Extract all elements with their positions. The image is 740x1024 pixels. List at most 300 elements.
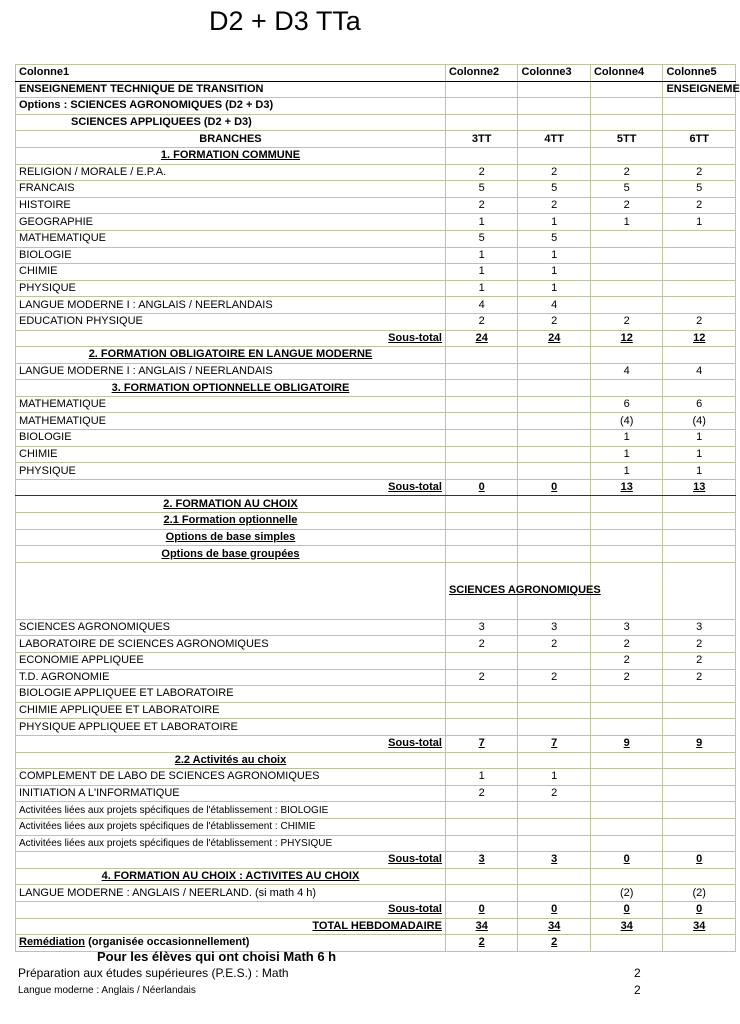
table-row (16, 114, 736, 131)
cell-value: 3 (518, 852, 591, 869)
cell-value: 2 (663, 197, 736, 214)
cell-value: 2 (663, 313, 736, 330)
row-label: COMPLEMENT DE LABO DE SCIENCES AGRONOMIQUES (16, 769, 446, 786)
cell-value (445, 446, 518, 463)
cell-value (445, 546, 518, 563)
cell-value: 4 (590, 363, 663, 380)
table-row (16, 852, 736, 869)
cell-value (518, 396, 591, 413)
cell-value (445, 529, 518, 546)
cell-value (663, 114, 736, 131)
cell-value (518, 380, 591, 397)
cell-value (445, 430, 518, 447)
row-label: FRANCAIS (16, 181, 446, 198)
cell-value (590, 752, 663, 769)
cell-value: 12 (663, 330, 736, 347)
cell-value (663, 147, 736, 164)
cell-value (663, 513, 736, 530)
table-row (16, 363, 736, 380)
column-header: Colonne2 (445, 65, 518, 82)
cell-value (518, 513, 591, 530)
table-row (16, 901, 736, 918)
cell-value (590, 769, 663, 786)
cell-value (663, 769, 736, 786)
cell-value (518, 868, 591, 885)
row-label: Activitées liées aux projets spécifiques de l'établissement : BIOLOGIE (16, 802, 446, 819)
table-row (16, 918, 736, 935)
cell-value (518, 98, 591, 115)
cell-value: 0 (518, 901, 591, 918)
footer-line-value: 2 (634, 983, 641, 997)
cell-value (445, 114, 518, 131)
cell-value (590, 147, 663, 164)
cell-value: 7 (518, 735, 591, 752)
cell-value: 13 (663, 479, 736, 496)
cell-value: 34 (590, 918, 663, 935)
cell-value (445, 802, 518, 819)
row-label: T.D. AGRONOMIE (16, 669, 446, 686)
cell-value (518, 802, 591, 819)
cell-value: 5 (445, 181, 518, 198)
cell-value (518, 885, 591, 902)
row-label: Sous-total (16, 330, 446, 347)
table-row (16, 735, 736, 752)
cell-value: 9 (590, 735, 663, 752)
cell-value: 2 (663, 164, 736, 181)
row-label: 4. FORMATION AU CHOIX : ACTIVITES AU CHOIX (16, 868, 446, 885)
cell-value (590, 98, 663, 115)
timetable-sheet (15, 64, 740, 952)
row-label: CHIMIE (16, 446, 446, 463)
cell-value: 5 (445, 230, 518, 247)
cell-value (663, 868, 736, 885)
cell-value (445, 818, 518, 835)
cell-value (590, 230, 663, 247)
cell-value: 2 (590, 653, 663, 670)
cell-value: 2 (590, 313, 663, 330)
cell-value (590, 802, 663, 819)
cell-value (518, 430, 591, 447)
cell-value: 1 (590, 214, 663, 231)
cell-value: 34 (445, 918, 518, 935)
table-row (16, 562, 736, 619)
cell-value (518, 413, 591, 430)
cell-value: 1 (590, 446, 663, 463)
cell-value: SCIENCES AGRONOMIQUES (445, 562, 518, 619)
cell-value: 1 (518, 280, 591, 297)
table-row (16, 230, 736, 247)
cell-value (663, 496, 736, 513)
row-label: SCIENCES APPLIQUEES (D2 + D3) (16, 114, 446, 131)
row-label: ECONOMIE APPLIQUEE (16, 653, 446, 670)
cell-value (663, 686, 736, 703)
table-row (16, 413, 736, 430)
cell-value (445, 513, 518, 530)
cell-value (518, 686, 591, 703)
table-row (16, 297, 736, 314)
cell-value (445, 719, 518, 736)
cell-value: 24 (445, 330, 518, 347)
cell-value (590, 247, 663, 264)
cell-value: 2 (445, 164, 518, 181)
cell-value: 6 (663, 396, 736, 413)
row-label: LANGUE MODERNE : ANGLAIS / NEERLAND. (si math 4 h) (16, 885, 446, 902)
cell-value (590, 529, 663, 546)
cell-value (518, 653, 591, 670)
cell-value (590, 719, 663, 736)
cell-value (663, 546, 736, 563)
cell-value: 4TT (518, 131, 591, 148)
remediation-label: Remédiation (19, 936, 86, 949)
cell-value: 2 (518, 164, 591, 181)
table-row (16, 785, 736, 802)
cell-value (518, 496, 591, 513)
cell-value: 1 (518, 264, 591, 281)
table-row (16, 98, 736, 115)
cell-value (445, 347, 518, 364)
cell-value (518, 347, 591, 364)
table-row (16, 619, 736, 636)
row-label: BIOLOGIE (16, 430, 446, 447)
cell-value: 1 (663, 430, 736, 447)
cell-value: 3 (445, 852, 518, 869)
table-row (16, 529, 736, 546)
row-label: CHIMIE (16, 264, 446, 281)
cell-value: 5 (590, 181, 663, 198)
cell-value: 1 (445, 769, 518, 786)
table-row (16, 131, 736, 148)
column-header: Colonne5 (663, 65, 736, 82)
cell-value: 2 (590, 636, 663, 653)
row-label: PHYSIQUE (16, 463, 446, 480)
cell-value: 24 (518, 330, 591, 347)
cell-value (518, 719, 591, 736)
cell-value (518, 546, 591, 563)
cell-value: 34 (663, 918, 736, 935)
table-row (16, 719, 736, 736)
cell-value (663, 935, 736, 952)
cell-value (518, 529, 591, 546)
cell-value (518, 463, 591, 480)
cell-value: 5 (518, 181, 591, 198)
cell-value: 2 (518, 785, 591, 802)
cell-value: (4) (663, 413, 736, 430)
table-row (16, 264, 736, 281)
row-label: Options de base groupées (16, 546, 446, 563)
row-label: CHIMIE APPLIQUEE ET LABORATOIRE (16, 702, 446, 719)
table-row (16, 81, 736, 98)
row-label: BIOLOGIE APPLIQUEE ET LABORATOIRE (16, 686, 446, 703)
cell-value: 0 (590, 901, 663, 918)
row-label: 2. FORMATION AU CHOIX (16, 496, 446, 513)
row-label: LANGUE MODERNE I : ANGLAIS / NEERLANDAIS (16, 363, 446, 380)
cell-value: 1 (445, 280, 518, 297)
cell-value: 13 (590, 479, 663, 496)
cell-value (663, 752, 736, 769)
cell-value: 9 (663, 735, 736, 752)
cell-value (445, 835, 518, 852)
cell-value (590, 546, 663, 563)
cell-value: 6TT (663, 131, 736, 148)
cell-value (590, 380, 663, 397)
table-row (16, 463, 736, 480)
cell-value (663, 380, 736, 397)
cell-value (445, 752, 518, 769)
cell-value: 1 (663, 214, 736, 231)
cell-value (590, 297, 663, 314)
row-label: 2.2 Activités au choix (16, 752, 446, 769)
row-label: Sous-total (16, 901, 446, 918)
cell-value (590, 81, 663, 98)
row-label: 2.1 Formation optionnelle (16, 513, 446, 530)
cell-value (445, 363, 518, 380)
cell-value (445, 81, 518, 98)
cell-value: 2 (445, 935, 518, 952)
row-label: Sous-total (16, 852, 446, 869)
cell-value: 12 (590, 330, 663, 347)
table-row (16, 164, 736, 181)
cell-value: 0 (445, 901, 518, 918)
table-row (16, 752, 736, 769)
cell-value: 2 (518, 669, 591, 686)
row-label: MATHEMATIQUE (16, 230, 446, 247)
footer-title: Pour les élèves qui ont choisi Math 6 h (97, 949, 337, 964)
cell-value: 1 (445, 247, 518, 264)
cell-value (518, 835, 591, 852)
cell-value (590, 347, 663, 364)
cell-value: 6 (590, 396, 663, 413)
column-header: Colonne3 (518, 65, 591, 82)
cell-value: 1 (590, 463, 663, 480)
table-row (16, 653, 736, 670)
table-row (16, 769, 736, 786)
table-row (16, 669, 736, 686)
cell-value (663, 785, 736, 802)
cell-value (590, 686, 663, 703)
table-row (16, 479, 736, 496)
row-label: TOTAL HEBDOMADAIRE (16, 918, 446, 935)
cell-value (590, 114, 663, 131)
cell-value: ENSEIGNEME (663, 81, 736, 98)
table-row (16, 197, 736, 214)
cell-value (590, 785, 663, 802)
cell-value (445, 653, 518, 670)
table-row (16, 380, 736, 397)
cell-value: 5 (518, 230, 591, 247)
cell-value: 0 (663, 901, 736, 918)
cell-value (590, 868, 663, 885)
cell-value (663, 802, 736, 819)
cell-value: 1 (663, 463, 736, 480)
cell-value (590, 264, 663, 281)
cell-value (518, 702, 591, 719)
cell-value (445, 463, 518, 480)
remediation-note: (organisée occasionnellement) (85, 936, 250, 949)
cell-value (445, 686, 518, 703)
cell-value (590, 562, 663, 619)
cell-value (663, 562, 736, 619)
cell-value (590, 818, 663, 835)
row-label: PHYSIQUE APPLIQUEE ET LABORATOIRE (16, 719, 446, 736)
table-row (16, 802, 736, 819)
cell-value (445, 147, 518, 164)
cell-value (663, 98, 736, 115)
cell-value (445, 396, 518, 413)
cell-value (445, 380, 518, 397)
cell-value: 1 (590, 430, 663, 447)
table-row (16, 686, 736, 703)
column-header: Colonne4 (590, 65, 663, 82)
cell-value (663, 529, 736, 546)
cell-value: 2 (663, 636, 736, 653)
cell-value (518, 363, 591, 380)
row-label: SCIENCES AGRONOMIQUES (16, 619, 446, 636)
cell-value: 2 (518, 313, 591, 330)
row-label (16, 562, 446, 619)
cell-value (445, 98, 518, 115)
row-label: Options : SCIENCES AGRONOMIQUES (D2 + D3) (16, 98, 446, 115)
cell-value (590, 280, 663, 297)
cell-value: 2 (663, 669, 736, 686)
cell-value: 3 (518, 619, 591, 636)
table-row (16, 546, 736, 563)
cell-value: 3 (663, 619, 736, 636)
table-row (16, 247, 736, 264)
row-label: Options de base simples (16, 529, 446, 546)
cell-value: 4 (518, 297, 591, 314)
row-label: LABORATOIRE DE SCIENCES AGRONOMIQUES (16, 636, 446, 653)
cell-value (663, 280, 736, 297)
table-row (16, 636, 736, 653)
cell-value (590, 935, 663, 952)
column-header: Colonne1 (16, 65, 446, 82)
cell-value (445, 885, 518, 902)
table-row (16, 885, 736, 902)
table-row (16, 868, 736, 885)
table-row (16, 835, 736, 852)
table-row (16, 313, 736, 330)
cell-value (445, 702, 518, 719)
cell-value: 2 (590, 164, 663, 181)
row-label: EDUCATION PHYSIQUE (16, 313, 446, 330)
cell-value (663, 719, 736, 736)
header-row (16, 65, 736, 82)
cell-value: 0 (445, 479, 518, 496)
cell-value: 2 (445, 197, 518, 214)
row-label: BIOLOGIE (16, 247, 446, 264)
footer-line-label: Préparation aux études supérieures (P.E.S.) : Math (18, 966, 289, 980)
cell-value (663, 818, 736, 835)
cell-value (518, 446, 591, 463)
row-label: 3. FORMATION OPTIONNELLE OBLIGATOIRE (16, 380, 446, 397)
cell-value: 1 (663, 446, 736, 463)
cell-value: 3 (590, 619, 663, 636)
row-label: RELIGION / MORALE / E.P.A. (16, 164, 446, 181)
cell-value (663, 247, 736, 264)
cell-value (663, 347, 736, 364)
row-label: PHYSIQUE (16, 280, 446, 297)
cell-value: 0 (590, 852, 663, 869)
table-row (16, 446, 736, 463)
cell-value: 7 (445, 735, 518, 752)
row-label: INITIATION A L'INFORMATIQUE (16, 785, 446, 802)
cell-value: 1 (518, 769, 591, 786)
table-row (16, 347, 736, 364)
row-label: Sous-total (16, 479, 446, 496)
cell-value (445, 868, 518, 885)
cell-value (518, 114, 591, 131)
table-row (16, 513, 736, 530)
cell-value: 2 (445, 785, 518, 802)
cell-value: 1 (518, 247, 591, 264)
cell-value (590, 835, 663, 852)
cell-value: (4) (590, 413, 663, 430)
cell-value: 2 (590, 669, 663, 686)
cell-value: 1 (445, 214, 518, 231)
cell-value (590, 702, 663, 719)
table-row (16, 396, 736, 413)
cell-value: 2 (663, 653, 736, 670)
cell-value (518, 147, 591, 164)
row-label: Sous-total (16, 735, 446, 752)
cell-value: 2 (518, 197, 591, 214)
row-label: MATHEMATIQUE (16, 396, 446, 413)
cell-value (518, 818, 591, 835)
table-row (16, 818, 736, 835)
cell-value: 4 (445, 297, 518, 314)
table-row (16, 496, 736, 513)
cell-value: (2) (663, 885, 736, 902)
cell-value (663, 297, 736, 314)
cell-value (663, 264, 736, 281)
cell-value: 5TT (590, 131, 663, 148)
footer-line-label: Langue moderne : Anglais / Néerlandais (18, 985, 196, 996)
cell-value: 4 (663, 363, 736, 380)
row-label: Activitées liées aux projets spécifiques de l'établissement : CHIMIE (16, 818, 446, 835)
cell-value: 5 (663, 181, 736, 198)
table-row (16, 280, 736, 297)
row-label: BRANCHES (16, 131, 446, 148)
cell-value: 0 (663, 852, 736, 869)
row-label: 2. FORMATION OBLIGATOIRE EN LANGUE MODERNE (16, 347, 446, 364)
cell-value: 3 (445, 619, 518, 636)
row-label: GEOGRAPHIE (16, 214, 446, 231)
cell-value (663, 835, 736, 852)
cell-value (663, 230, 736, 247)
table-row (16, 181, 736, 198)
cell-value (518, 81, 591, 98)
table-row (16, 430, 736, 447)
cell-value: 1 (518, 214, 591, 231)
cell-value: 2 (518, 636, 591, 653)
row-label: Activitées liées aux projets spécifiques de l'établissement : PHYSIQUE (16, 835, 446, 852)
cell-value: 34 (518, 918, 591, 935)
cell-value (518, 752, 591, 769)
cell-value (445, 496, 518, 513)
cell-value (663, 702, 736, 719)
cell-value (445, 413, 518, 430)
row-label: LANGUE MODERNE I : ANGLAIS / NEERLANDAIS (16, 297, 446, 314)
table-row (16, 702, 736, 719)
cell-value (590, 496, 663, 513)
cell-value: 2 (518, 935, 591, 952)
row-label: MATHEMATIQUE (16, 413, 446, 430)
footer-line-value: 2 (634, 966, 641, 980)
table-row (16, 147, 736, 164)
cell-value: (2) (590, 885, 663, 902)
table-row (16, 330, 736, 347)
cell-value: 3TT (445, 131, 518, 148)
